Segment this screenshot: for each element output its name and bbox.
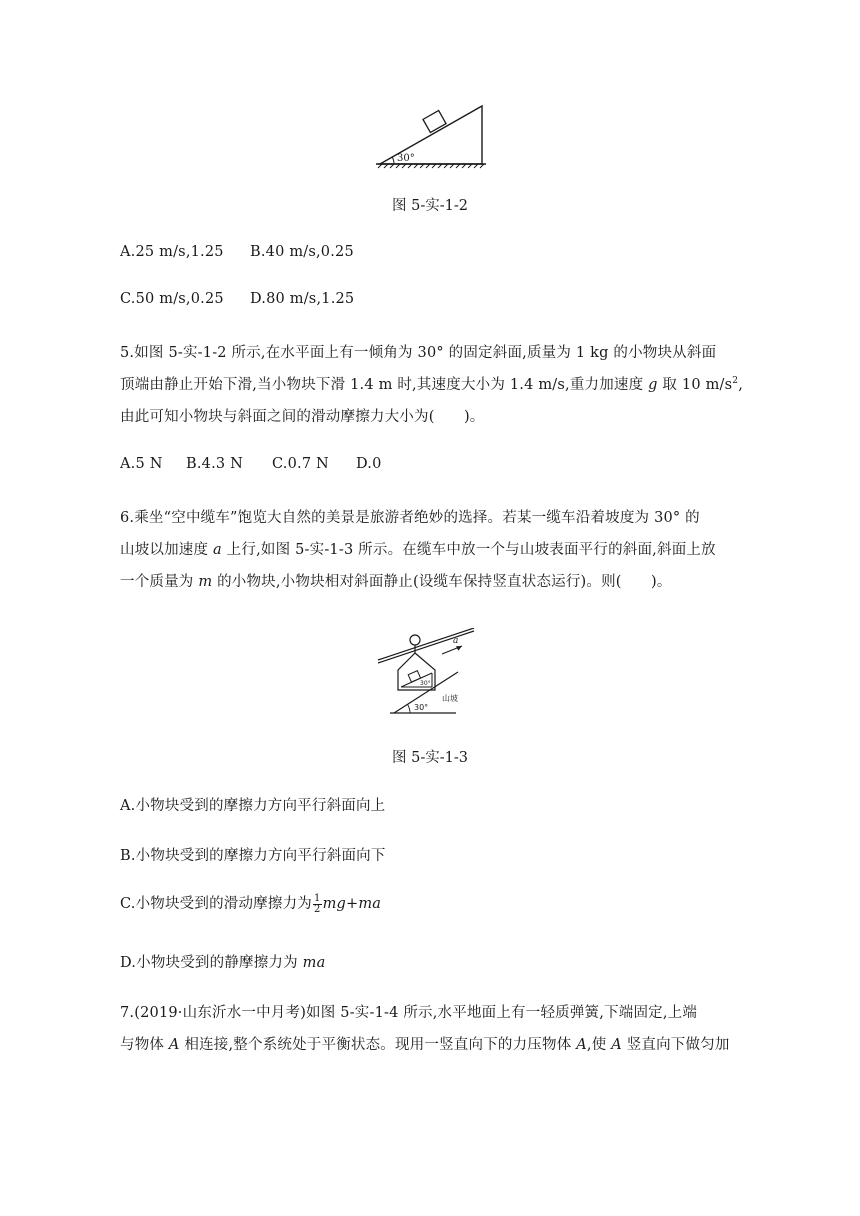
q7-line2-text-c: ,使	[586, 1037, 612, 1053]
q5-line2-comma: ,	[738, 377, 744, 393]
q5-line1: 5.如图 5-实-1-2 所示,在水平面上有一倾角为 30° 的固定斜面,质量为 1 kg 的小物块从斜面	[120, 345, 717, 361]
q7-var-a3: A	[611, 1037, 622, 1053]
q5-option-a: A.5 N	[120, 456, 163, 472]
q7-line2-text: 与物体	[120, 1037, 169, 1053]
q7-var-a1: A	[168, 1037, 180, 1053]
cable-car-figure	[374, 628, 484, 720]
q6-option-b: B.小物块受到的摩擦力方向平行斜面向下	[120, 848, 386, 864]
q6-line3	[120, 570, 672, 591]
q7-line1: 7.(2019·山东沂水一中月考)如图 5-实-1-4 所示,水平地面上有一轻质弹簧,下端固定,上端	[120, 1005, 698, 1021]
q5-line3: 由此可知小物块与斜面之间的滑动摩擦力大小为( )。	[120, 409, 485, 425]
angle-arc	[392, 157, 394, 164]
q5-var-g: g	[648, 377, 658, 393]
inner-angle-label: 30°	[420, 680, 431, 687]
q6-var-a: a	[213, 542, 222, 558]
q7-line2-text-d: 竖直向下做匀加	[621, 1037, 730, 1053]
q4-options-row2	[120, 291, 354, 307]
q7-line2	[120, 1033, 730, 1054]
q4-option-d: D.80 m/s,1.25	[250, 291, 355, 307]
q6-line2-text: 山坡以加速度	[120, 542, 214, 558]
q4-option-a: A.25 m/s,1.25	[120, 244, 224, 260]
q6-option-c-text: C.小物块受到的滑动摩擦力为	[120, 896, 312, 912]
q6-line2	[120, 538, 716, 559]
q5-line2-text: 顶端由静止开始下滑,当小物块下滑 1.4 m 时,其速度大小为 1.4 m/s,重力加速度	[120, 377, 649, 393]
figure-caption-2: 图 5-实-1-3	[392, 750, 468, 766]
q5-option-b: B.4.3 N	[186, 456, 244, 472]
incline-figure	[370, 98, 490, 173]
q6-line2-text-b: 上行,如图 5-实-1-3 所示。在缆车中放一个与山坡表面平行的斜面,斜面上放	[221, 542, 716, 558]
fraction-denominator: 2	[314, 903, 321, 915]
q6-option-d-text: D.小物块受到的静摩擦力为	[120, 955, 303, 971]
fraction-one-half	[313, 894, 322, 915]
acceleration-label: a	[453, 636, 459, 646]
q4-option-b: B.40 m/s,0.25	[250, 244, 354, 260]
q5-superscript: 2	[732, 376, 739, 387]
q5-line2-text-b: 取 10 m/s	[657, 377, 733, 393]
q4-options-row1	[120, 244, 354, 260]
cable-line-upper	[378, 628, 474, 660]
slope-label: 山坡	[442, 694, 458, 703]
q7-line2-text-b: 相连接,整个系统处于平衡状态。现用一竖直向下的力压物体	[179, 1037, 577, 1053]
q6-line1: 6.乘坐“空中缆车”饱览大自然的美景是旅游者绝妙的选择。若某一缆车沿着坡度为 30° 的	[120, 510, 700, 526]
slope-angle-label: 30°	[414, 703, 429, 712]
q6-option-c-formula: mg+ma	[322, 896, 382, 912]
fraction-numerator: 1	[314, 892, 321, 904]
q6-var-m: m	[198, 574, 213, 590]
figure-caption-1: 图 5-实-1-2	[392, 198, 468, 214]
q6-line3-text: 一个质量为	[120, 574, 199, 590]
slope-angle-arc	[408, 704, 411, 713]
angle-label: 30°	[397, 153, 415, 164]
q6-var-ma: ma	[302, 955, 326, 971]
q7-var-a2: A	[576, 1037, 587, 1053]
q5-options	[120, 456, 382, 472]
pulley-wheel	[410, 635, 420, 645]
q5-option-d: D.0	[356, 456, 382, 472]
q5-option-c: C.0.7 N	[272, 456, 329, 472]
q6-option-d	[120, 951, 325, 972]
ground-hatching	[376, 164, 486, 168]
q5-line2	[120, 373, 743, 394]
q4-option-c: C.50 m/s,0.25	[120, 291, 224, 307]
q6-option-a: A.小物块受到的摩擦力方向平行斜面向上	[120, 798, 386, 814]
q6-line3-text-b: 的小物块,小物块相对斜面静止(设缆车保持竖直状态运行)。则( )。	[212, 574, 672, 590]
q6-option-c	[120, 892, 381, 915]
